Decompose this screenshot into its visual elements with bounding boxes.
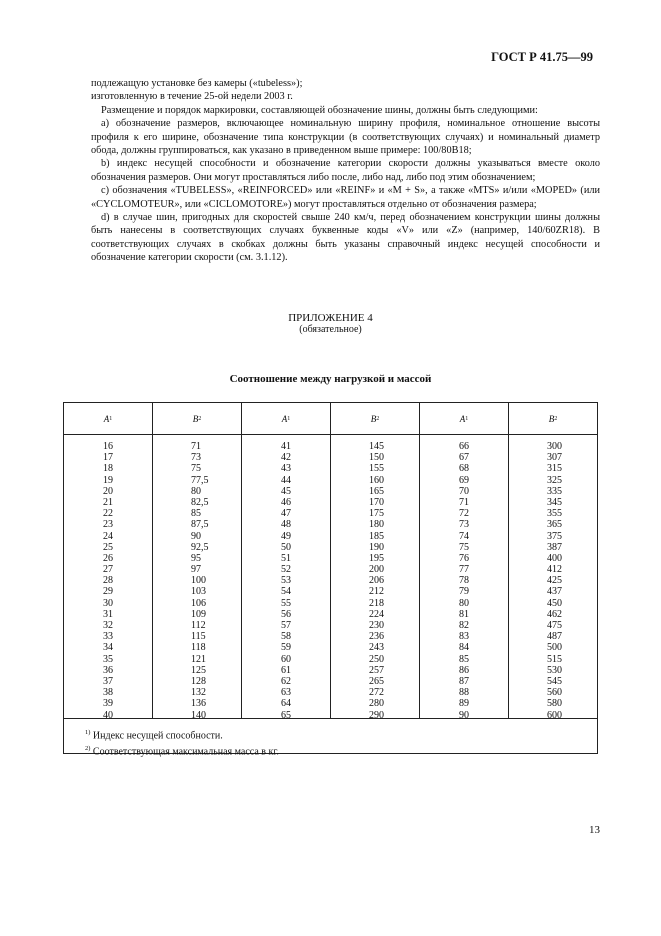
column-header-footnote-mark: 1	[465, 415, 469, 422]
table-cell: 42	[281, 452, 291, 464]
paragraph: изготовленную в течение 25-ой недели 2003 г.	[91, 91, 293, 103]
table-cell: 236	[369, 631, 384, 643]
table-cell: 53	[281, 575, 291, 587]
table-cell: 21	[103, 496, 113, 508]
paragraph: c) обозначения «TUBELESS», «REINFORCED» или «REINF» и «M + S», а также «MTS» и/или «MOPED» (или «CYCLOMOTEUR», или «CICLOMOTORE») могут проставляться отдельно от обозначения размера;	[91, 185, 600, 210]
table-title: Соотношение между нагрузкой и массой	[229, 373, 432, 385]
table-cell: 112	[191, 620, 206, 631]
table-header-row	[64, 403, 597, 435]
table-cell: 87	[459, 675, 469, 687]
table-cell: 45	[281, 485, 291, 497]
table-cell: 145	[369, 441, 384, 452]
table-cell: 55	[281, 597, 291, 609]
table-cell: 80	[191, 485, 201, 497]
table-cell: 92,5	[191, 541, 209, 553]
table-cell: 600	[547, 709, 562, 721]
table-cell: 375	[547, 530, 562, 542]
table-cell: 97	[191, 564, 201, 576]
table-cell: 136	[191, 698, 206, 710]
table-cell: 530	[547, 664, 562, 676]
table-cell: 40	[103, 709, 113, 721]
column-header-label: A	[103, 413, 110, 424]
table-cell: 41	[281, 441, 291, 452]
table-cell: 190	[369, 541, 384, 553]
table-cell: 49	[281, 530, 291, 542]
table-cell: 140	[191, 709, 206, 721]
table-cell: 71	[191, 441, 201, 452]
column-header	[420, 403, 509, 434]
table-cell: 58	[281, 631, 291, 643]
table-cell: 46	[281, 496, 291, 508]
table-cell: 19	[103, 474, 113, 486]
table-cell: 462	[547, 608, 562, 620]
table-cell: 88	[459, 687, 469, 699]
table-cell: 79	[459, 586, 469, 598]
table-cell: 75	[459, 541, 469, 553]
table-cell: 32	[103, 620, 113, 631]
table-cell: 280	[369, 698, 384, 710]
table-cell: 86	[459, 664, 469, 676]
table-cell: 37	[103, 675, 113, 687]
table-cell: 73	[191, 452, 201, 464]
column-header	[242, 403, 331, 434]
table-cell: 325	[547, 474, 562, 486]
table-cell: 24	[103, 530, 113, 542]
table-cell: 400	[547, 552, 562, 564]
table-cell: 76	[459, 552, 469, 564]
table-cell: 545	[547, 675, 562, 687]
table-cell: 80	[459, 597, 469, 609]
paragraph: Размещение и порядок маркировки, составляющей обозначение шины, должны быть следующими:	[101, 104, 538, 116]
appendix-heading	[0, 312, 661, 336]
table-cell: 307	[547, 452, 562, 464]
table-cell: 118	[191, 642, 206, 654]
table-cell: 290	[369, 709, 384, 721]
footnote-mark: 2)	[85, 745, 91, 753]
table-cell: 20	[103, 485, 113, 497]
table-cell: 85	[459, 653, 469, 665]
footnote-text: Соответствующая максимальная масса в кг.	[92, 746, 279, 758]
column-header-label: B	[548, 413, 555, 424]
column-header-footnote-mark: 1	[109, 415, 113, 422]
table-cell: 212	[369, 586, 384, 598]
table-cell: 475	[547, 620, 562, 631]
table-cell: 87,5	[191, 519, 209, 531]
table-cell: 265	[369, 675, 384, 687]
table-cell: 84	[459, 642, 469, 654]
table-cell: 39	[103, 698, 113, 710]
table-cell: 27	[103, 564, 113, 576]
column-header	[64, 403, 153, 434]
table-cell: 150	[369, 452, 384, 464]
column-header	[331, 403, 420, 434]
table-cell: 365	[547, 519, 562, 531]
table-cell: 74	[459, 530, 469, 542]
table-cell: 47	[281, 508, 291, 520]
table-cell: 155	[369, 463, 384, 475]
table-cell: 175	[369, 508, 384, 520]
table-cell: 272	[369, 687, 384, 699]
table-cell: 206	[369, 575, 384, 587]
table-cell: 450	[547, 597, 562, 609]
table-cell: 103	[191, 586, 206, 598]
table-cell: 31	[103, 608, 113, 620]
table-cell: 355	[547, 508, 562, 520]
table-cell: 109	[191, 608, 206, 620]
table-cell: 83	[459, 631, 469, 643]
column-header-label: B	[192, 413, 199, 424]
table-cell: 61	[281, 664, 291, 676]
table-cell: 52	[281, 564, 291, 576]
paragraph: a) обозначение размеров, включающее номинальную ширину профиля, номинальное отношение высоты профиля к его ширине, обозначение типа конструкции (в соответствующих случаях) и номинальный диаметр обода, должны группироваться, как указано в приведенном выше примере: 100/80B18;	[91, 118, 600, 157]
table-cell: 90	[191, 530, 201, 542]
document-header: ГОСТ Р 41.75—99	[491, 50, 593, 64]
table-cell: 57	[281, 620, 291, 631]
table-cell: 33	[103, 631, 113, 643]
table-cell: 54	[281, 586, 291, 598]
table-body	[64, 435, 597, 719]
load-index-column	[420, 435, 509, 721]
table-cell: 257	[369, 664, 384, 676]
table-cell: 243	[369, 642, 384, 654]
table-cell: 81	[459, 608, 469, 620]
footnote-mark: 1)	[85, 729, 91, 736]
table-cell: 16	[103, 441, 113, 452]
table-footnotes	[64, 719, 597, 759]
table-cell: 59	[281, 642, 291, 654]
column-header	[509, 403, 597, 434]
column-header-footnote-mark: 2	[198, 415, 202, 422]
table-cell: 34	[103, 642, 113, 654]
table-cell: 500	[547, 642, 562, 654]
footnote	[85, 726, 597, 742]
table-cell: 35	[103, 653, 113, 665]
load-index-column	[64, 435, 153, 721]
table-cell: 412	[547, 564, 562, 576]
table-cell: 230	[369, 620, 384, 631]
load-index-column	[242, 435, 331, 721]
table-cell: 335	[547, 485, 562, 497]
table-cell: 51	[281, 552, 291, 564]
mass-column	[331, 435, 420, 721]
table-cell: 18	[103, 463, 113, 475]
paragraph: d) в случае шин, пригодных для скоростей свыше 240 км/ч, перед обозначением конструкции шины должны быть нанесены в соответствующих случаях буквенные коды «V» или «Z» (например, 140/60ZR18). В соответствующих случаях в скобках должны быть указаны справочный индекс несущей способности и обозначение категории скорости (см. 3.1.12).	[91, 212, 600, 264]
table-cell: 28	[103, 575, 113, 587]
table-cell: 160	[369, 474, 384, 486]
table-cell: 29	[103, 586, 113, 598]
table-cell: 30	[103, 597, 113, 609]
table-cell: 387	[547, 541, 562, 553]
table-cell: 90	[459, 709, 469, 721]
table-cell: 71	[459, 496, 469, 508]
table-cell: 437	[547, 586, 562, 598]
table-cell: 23	[103, 519, 113, 531]
table-cell: 115	[191, 631, 206, 643]
load-mass-table	[63, 402, 598, 758]
table-cell: 70	[459, 485, 469, 497]
table-cell: 200	[369, 564, 384, 576]
table-cell: 26	[103, 552, 113, 564]
column-header-footnote-mark: 2	[376, 415, 380, 422]
table-cell: 48	[281, 519, 291, 531]
column-header-label: A	[281, 413, 288, 424]
table-cell: 128	[191, 675, 206, 687]
table-cell: 425	[547, 575, 562, 587]
table-cell: 67	[459, 452, 469, 464]
table-cell: 165	[369, 485, 384, 497]
table-cell: 95	[191, 552, 201, 564]
footnote-text: Индекс несущей способности.	[92, 730, 223, 742]
table-cell: 185	[369, 530, 384, 542]
table-cell: 180	[369, 519, 384, 531]
footnote	[85, 742, 597, 758]
table-cell: 60	[281, 653, 291, 665]
table-cell: 218	[369, 597, 384, 609]
table-cell: 44	[281, 474, 291, 486]
table-cell: 580	[547, 698, 562, 710]
mass-column	[509, 435, 597, 721]
table-cell: 125	[191, 664, 206, 676]
table-cell: 100	[191, 575, 206, 587]
table-cell: 77	[459, 564, 469, 576]
table-cell: 315	[547, 463, 562, 475]
table-cell: 345	[547, 496, 562, 508]
table-cell: 82	[459, 620, 469, 631]
table-cell: 195	[369, 552, 384, 564]
table-cell: 300	[547, 441, 562, 452]
table-cell: 22	[103, 508, 113, 520]
table-cell: 64	[281, 698, 291, 710]
table-cell: 89	[459, 698, 469, 710]
table-cell: 75	[191, 463, 201, 475]
table-cell: 63	[281, 687, 291, 699]
table-cell: 250	[369, 653, 384, 665]
table-cell: 68	[459, 463, 469, 475]
table-cell: 487	[547, 631, 562, 643]
table-cell: 36	[103, 664, 113, 676]
appendix-subtitle: (обязательное)	[299, 324, 362, 335]
column-header-footnote-mark: 2	[554, 415, 558, 422]
body-text	[91, 77, 600, 265]
table-cell: 65	[281, 709, 291, 721]
table-cell: 121	[191, 653, 206, 665]
column-header-label: B	[370, 413, 377, 424]
table-cell: 82,5	[191, 496, 209, 508]
table-cell: 224	[369, 608, 384, 620]
table-cell: 43	[281, 463, 291, 475]
column-header	[153, 403, 242, 434]
table-cell: 170	[369, 496, 384, 508]
table-cell: 50	[281, 541, 291, 553]
table-cell: 25	[103, 541, 113, 553]
paragraph: подлежащую установке без камеры («tubeless»);	[91, 78, 303, 89]
table-cell: 78	[459, 575, 469, 587]
table-cell: 77,5	[191, 474, 209, 486]
table-cell: 38	[103, 687, 113, 699]
table-cell: 73	[459, 519, 469, 531]
table-cell: 69	[459, 474, 469, 486]
table-cell: 85	[191, 508, 201, 520]
mass-column	[153, 435, 242, 721]
column-header-label: A	[459, 413, 466, 424]
table-cell: 132	[191, 687, 206, 699]
paragraph: b) индекс несущей способности и обозначение категории скорости должны указываться вместе около обозначения размеров. Они могут проставляться либо после, либо над, либо под этим обозначением;	[91, 158, 600, 183]
table-cell: 56	[281, 608, 291, 620]
table-cell: 17	[103, 452, 113, 464]
table-cell: 560	[547, 687, 562, 699]
table-cell: 106	[191, 597, 206, 609]
table-cell: 72	[459, 508, 469, 520]
table-cell: 66	[459, 441, 469, 452]
table-cell: 515	[547, 653, 562, 665]
page-number: 13	[589, 824, 600, 836]
table-cell: 62	[281, 675, 291, 687]
appendix-title: ПРИЛОЖЕНИЕ 4	[288, 312, 373, 324]
column-header-footnote-mark: 1	[287, 415, 291, 422]
